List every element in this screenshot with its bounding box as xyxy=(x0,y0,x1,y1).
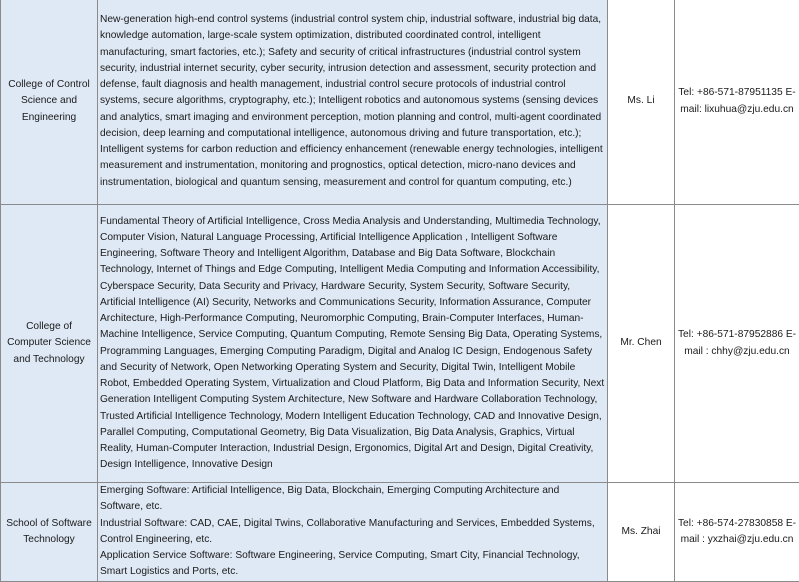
table-row xyxy=(1,0,799,205)
contact-person: Ms. Li xyxy=(608,0,675,205)
contact-person: Ms. Zhai xyxy=(608,483,675,582)
table-row xyxy=(1,483,799,582)
table-row xyxy=(1,205,799,483)
research-area-line: Application Service Software: Software Engineering, Service Computing, Smart City, Financial Technology, Smart Logistics and Ports, etc. xyxy=(100,548,605,581)
contact-info: Tel: +86-574-27830858 E-mail : yxzhai@zju.edu.cn xyxy=(675,483,799,582)
college-name: College of Control Science and Engineering xyxy=(1,0,98,205)
college-name: College of Computer Science and Technology xyxy=(1,205,98,483)
research-areas: Fundamental Theory of Artificial Intelligence, Cross Media Analysis and Understanding, Multimedia Technology, Computer Vision, Natural Language Processing, Artificial Intelligence Application , Intelligent Software Engineering, Software Theory and Intelligent Algorithm, Database and Big Data Software, Blockchain Technology, Internet of Things and Edge Computing, Intelligent Media Computing and Information Accessibility, Cyberspace Security, Data Security and Privacy, Hardware Security, System Security, Software Security, Artificial Intelligence (AI) Security, Networks and Communications Security, Information Assurance, Computer Architecture, High-Performance Computing, Neuromorphic Computing, Brain-Computer Interfaces, Human-Machine Intelligence, Service Computing, Quantum Computing, Remote Sensing Big Data, Operating Systems, Programming Languages, Emerging Computing Paradigm, Digital and Analog IC Design, Endogenous Safety and Security of Network, Open Networking Operating System and Security, Digital Twin, Intelligent Mobile Robot, Embedded Operating System, Virtualization and Cloud Platform, Big Data and Information Security, Next Generation Intelligent Computing System Architecture, New Software and Hardware Collaboration Technology, Trusted Artificial Intelligence Technology, Modern Intelligent Education Technology, CAD and Innovative Design, Parallel Computing, Computational Geometry, Big Data Visualization, Big Data Analysis, Graphics, Virtual Reality, Human-Computer Interaction, Industrial Design, Ergonomics, Digital Art and Design, Digital Creativity, Design Intelligence, Innovative Design xyxy=(98,205,608,483)
contact-info: Tel: +86-571-87952886 E-mail : chhy@zju.edu.cn xyxy=(675,205,799,483)
research-areas xyxy=(98,483,608,582)
research-areas: New-generation high-end control systems (industrial control system chip, industrial software, industrial big data, knowledge automation, large-scale system optimization, distributed coordinated control, intelligent manufacturing, smart factories, etc.); Safety and security of critical infrastructures (industrial control system security, industrial internet security, cyber security, intrusion detection and assessment, security protection and defense, fault diagnosis and health management, industrial control secure protocols of industrial control systems, secure algorithms, cryptography, etc.); Intelligent robotics and autonomous systems (sensing devices and analytics, smart imaging and environment perception, motion planning and control, multi-agent coordinated decision, deep learning and computational intelligence, autonomous driving and future transportation, etc.); Intelligent systems for carbon reduction and efficiency enhancement (renewable energy technologies, intelligent measurement and instrumentation, monitoring and prognostics, optical detection, micro-nano devices and instrumentation, biological and quantum sensing, measurement and control for quantum computing, etc.) xyxy=(98,0,608,205)
research-area-line: Emerging Software: Artificial Intelligence, Big Data, Blockchain, Emerging Computing Architecture and Software, etc. xyxy=(100,483,605,516)
contact-person: Mr. Chen xyxy=(608,205,675,483)
college-name: School of Software Technology xyxy=(1,483,98,582)
research-area-line: Industrial Software: CAD, CAE, Digital Twins, Collaborative Manufacturing and Services, Embedded Systems, Control Engineering, etc. xyxy=(100,516,605,549)
contact-info: Tel: +86-571-87951135 E-mail: lixuhua@zju.edu.cn xyxy=(675,0,799,205)
